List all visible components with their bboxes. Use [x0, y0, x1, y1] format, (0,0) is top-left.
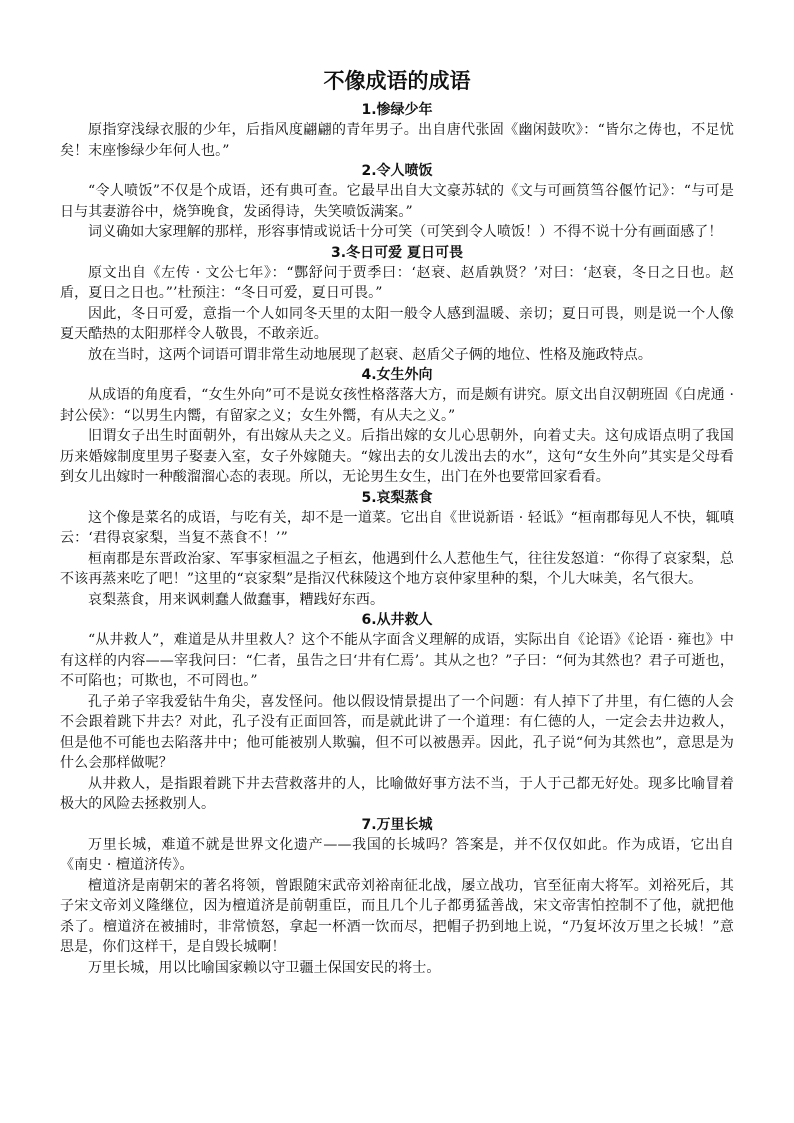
section-3 — [60, 243, 734, 366]
paragraph: 从井救人，是指跟着跳下井去营救落井的人，比喻做好事方法不当，于人于己都无好处。现多比喻冒着极大的风险去拯救别人。 — [60, 775, 734, 812]
section-heading: 3.冬日可爱 夏日可畏 — [331, 244, 463, 261]
section-heading: 6.从井救人 — [361, 612, 433, 628]
section-4 — [60, 365, 734, 488]
paragraph: “从井救人”，难道是从井里救人？这个不能从字面含义理解的成语，实际出自《论语》《论语 · 雍也》中有这样的内容——宰我问曰：“仁者，虽告之曰‘井有仁焉’。其从之也？”子曰：“何为其然也？君子可逝也，不可陷也；可欺也，不可罔也。” — [60, 632, 734, 689]
paragraph: 旧谓女子出生时面朝外，有出嫁从夫之义。后指出嫁的女儿心思朝外，向着丈夫。这句成语点明了我国历来婚嫁制度里男子娶妻入室，女子外嫁随夫。“嫁出去的女儿泼出去的水”，这句“女生外向”其实是父母看到女儿出嫁时一种酸溜溜心态的表现。所以，无论男生女生，出门在外也要常回家看看。 — [60, 428, 734, 485]
section-heading: 2.令人喷饭 — [361, 163, 433, 179]
paragraph: 从成语的角度看，“女生外向”可不是说女孩性格落落大方，而是颇有讲究。原文出自汉朝班固《白虎通 · 封公侯》：“以男生内嚮，有留家之义；女生外嚮，有从夫之义。” — [60, 387, 734, 424]
paragraph: 这个像是菜名的成语，与吃有关，却不是一道菜。它出自《世说新语 · 轻诋》“桓南郡每见人不快，辄嗔云：‘君得哀家梨，当复不蒸食不！’” — [60, 509, 734, 546]
paragraph: 万里长城，用以比喻国家赖以守卫疆土保国安民的将士。 — [88, 959, 441, 976]
paragraph: 原文出自《左传 · 文公七年》：“酆舒问于贾季曰：‘赵衰、赵盾孰贤？’对曰：‘赵衰，冬日之日也。赵盾，夏日之日也。”’杜预注：“冬日可爱，夏日可畏。” — [60, 264, 734, 301]
section-heading: 1.惨绿少年 — [361, 102, 433, 118]
document-body — [60, 100, 734, 978]
section-7 — [60, 815, 734, 979]
section-heading: 7.万里长城 — [361, 816, 433, 833]
paragraph: 原指穿浅绿衣服的少年，后指风度翩翩的青年男子。出自唐代张固《幽闲鼓吹》：“皆尔之俦也，不足忧矣！末座惨绿少年何人也。” — [60, 122, 734, 159]
paragraph: 桓南郡是东晋政治家、军事家桓温之子桓玄，他遇到什么人惹他生气，往往发怒道：“你得了哀家梨，总不该再蒸来吃了吧！”这里的“哀家梨”是指汉代秣陵这个地方哀仲家里种的梨，个儿大味美，名气很大。 — [60, 550, 734, 587]
paragraph: 孔子弟子宰我爱钻牛角尖，喜发怪问。他以假设情景提出了一个问题：有人掉下了井里，有仁德的人会不会跟着跳下井去？对此，孔子没有正面回答，而是就此讲了一个道理：有仁德的人，一定会去井边救人，但是他不可能也去陷落井中；他可能被别人欺骗，但不可以被愚弄。因此，孔子说“何为其然也”，意思是为什么会那样做呢？ — [60, 693, 734, 771]
paragraph: “令人喷饭”不仅是个成语，还有典可查。它最早出自大文豪苏轼的《文与可画筼筜谷偃竹记》：“与可是日与其妻游谷中，烧笋晚食，发函得诗，失笑喷饭满案。” — [60, 183, 734, 220]
paragraph: 万里长城，难道不就是世界文化遗产——我国的长城吗？答案是，并不仅仅如此。作为成语，它出自《南史 · 檀道济传》。 — [60, 836, 734, 873]
paragraph: 放在当时，这两个词语可谓非常生动地展现了赵衰、赵盾父子俩的地位、性格及施政特点。 — [88, 346, 652, 363]
paragraph: 因此，冬日可爱，意指一个人如同冬天里的太阳一般令人感到温暖、亲切；夏日可畏，则是说一个人像夏天酷热的太阳那样令人敬畏，不敢亲近。 — [60, 305, 734, 342]
paragraph: 檀道济是南朝宋的著名将领，曾跟随宋武帝刘裕南征北战，屡立战功，官至征南大将军。刘裕死后，其子宋文帝刘义隆继位，因为檀道济是前朝重臣，而且几个儿子都勇猛善战，宋文帝害怕控制不了他，就把他杀了。檀道济在被捕时，非常愤怒，拿起一杯酒一饮而尽，把帽子扔到地上说，“乃复坏汝万里之长城！”意思是，你们这样干，是自毁长城啊！ — [60, 877, 734, 955]
section-heading: 4.女生外向 — [361, 367, 433, 383]
section-5 — [60, 488, 734, 611]
section-1 — [60, 100, 734, 161]
section-6 — [60, 610, 734, 815]
section-2 — [60, 161, 734, 243]
paragraph: 哀梨蒸食，用来讽刺蠢人做蠢事，糟践好东西。 — [88, 591, 385, 608]
paragraph: 词义确如大家理解的那样，形容事情或说话十分可笑（可笑到令人喷饭！）不得不说十分有画面感了！ — [88, 224, 723, 240]
document-title: 不像成语的成语 — [323, 69, 471, 93]
section-heading: 5.哀梨蒸食 — [361, 489, 433, 506]
